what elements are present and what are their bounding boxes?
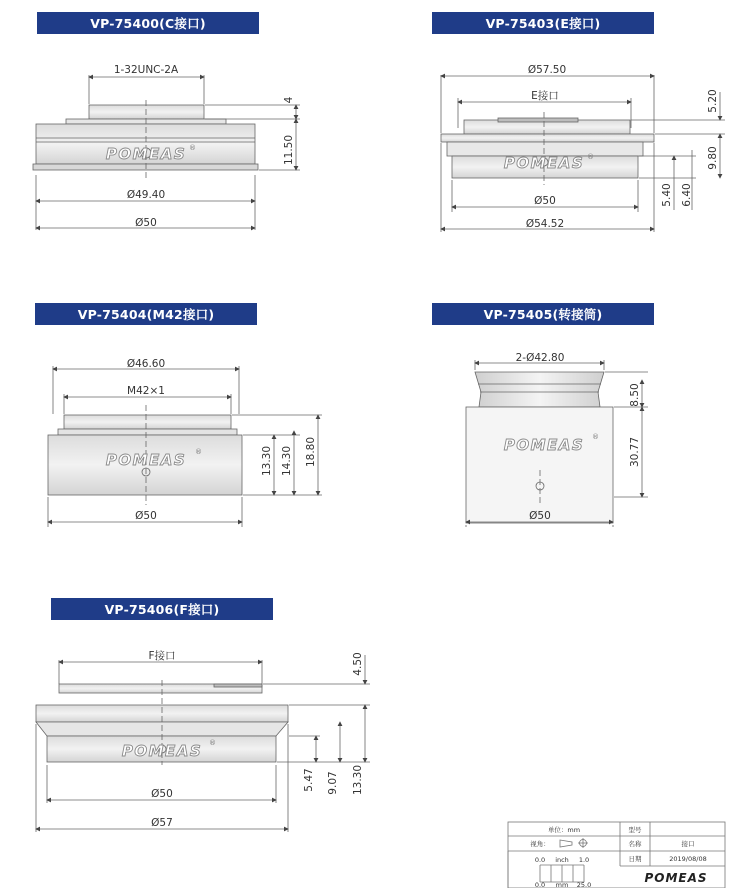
tb-scale-mm: mm: [555, 881, 569, 888]
dim-f-label: F接口: [148, 650, 176, 662]
dim-f-h4: 13.30: [352, 764, 364, 796]
tb-model-label: 型号: [628, 826, 642, 834]
logo-vp75405: POMEAS: [503, 436, 585, 454]
dim-c-d1: Ø49.40: [126, 189, 166, 201]
dim-f-d-bot: Ø57: [151, 817, 173, 829]
dim-a-d-top: 2-Ø42.80: [515, 352, 565, 364]
logo-vp75404: POMEAS: [105, 451, 187, 469]
logo-reg-vp75404: ®: [195, 448, 202, 456]
logo-reg-vp75400: ®: [189, 144, 196, 152]
tb-date-value: 2019/08/08: [669, 855, 707, 863]
dim-f-h2: 5.47: [303, 768, 315, 792]
dim-f-h1: 4.50: [352, 652, 364, 676]
dim-m-h3: 18.80: [305, 436, 317, 468]
banner-vp75406: VP-75406(F接口): [51, 598, 273, 620]
part-vp75406: [36, 655, 370, 832]
tb-logo: POMEAS: [644, 871, 708, 885]
dim-c-d2: Ø50: [135, 217, 157, 229]
banner-vp75403: VP-75403(E接口): [432, 12, 654, 34]
logo-reg-vp75406: ®: [209, 739, 216, 747]
tb-date-label: 日期: [628, 855, 642, 863]
dim-m-h2: 14.30: [281, 445, 293, 477]
dim-c-h1: 4: [283, 96, 295, 104]
dim-e-d-bot: Ø54.52: [525, 218, 565, 230]
tb-scale-10: 1.0: [578, 856, 590, 864]
dim-m-thread: M42×1: [127, 385, 165, 397]
tb-scale-inch: inch: [555, 856, 569, 864]
dim-a-d-bot: Ø50: [529, 510, 551, 522]
logo-reg-vp75403: ®: [587, 153, 594, 161]
logo-vp75400: POMEAS: [105, 145, 187, 163]
dim-e-h2: 9.80: [707, 146, 719, 170]
dim-e-h3: 5.40: [661, 183, 673, 207]
banner-vp75405: VP-75405(转接筒): [432, 303, 654, 325]
banner-vp75404: VP-75404(M42接口): [35, 303, 257, 325]
tb-view: 视角：: [530, 840, 550, 848]
dim-c-h2: 11.50: [283, 134, 295, 166]
tb-scale-250: 25.0: [576, 881, 592, 888]
logo-reg-vp75405: ®: [592, 433, 599, 441]
dim-f-d-mid: Ø50: [151, 788, 173, 800]
dim-e-d-top: Ø57.50: [527, 64, 567, 76]
logo-vp75406: POMEAS: [121, 742, 203, 760]
dim-m-h1: 13.30: [261, 445, 273, 477]
logo-vp75403: POMEAS: [503, 154, 585, 172]
dim-a-h1: 8.50: [629, 383, 641, 407]
dim-a-h2: 30.77: [629, 436, 641, 468]
dim-e-d-mid: Ø50: [534, 195, 556, 207]
dim-m-d-top: Ø46.60: [126, 358, 166, 370]
tb-unit: 单位：mm: [547, 826, 581, 834]
tb-name-label: 名称: [628, 840, 642, 848]
dim-c-thread: 1-32UNC-2A: [113, 64, 179, 76]
dim-e-h1: 5.20: [707, 89, 719, 113]
tb-name-value: 接口: [681, 840, 695, 848]
dim-e-h4: 6.40: [681, 183, 693, 207]
banner-vp75400: VP-75400(C接口): [37, 12, 259, 34]
dim-e-label: E接口: [531, 90, 559, 102]
tb-scale-0: 0.0: [534, 856, 546, 864]
tb-scale-00: 0.0: [534, 881, 546, 888]
dim-f-h3: 9.07: [327, 771, 339, 795]
dim-m-d-bot: Ø50: [135, 510, 157, 522]
